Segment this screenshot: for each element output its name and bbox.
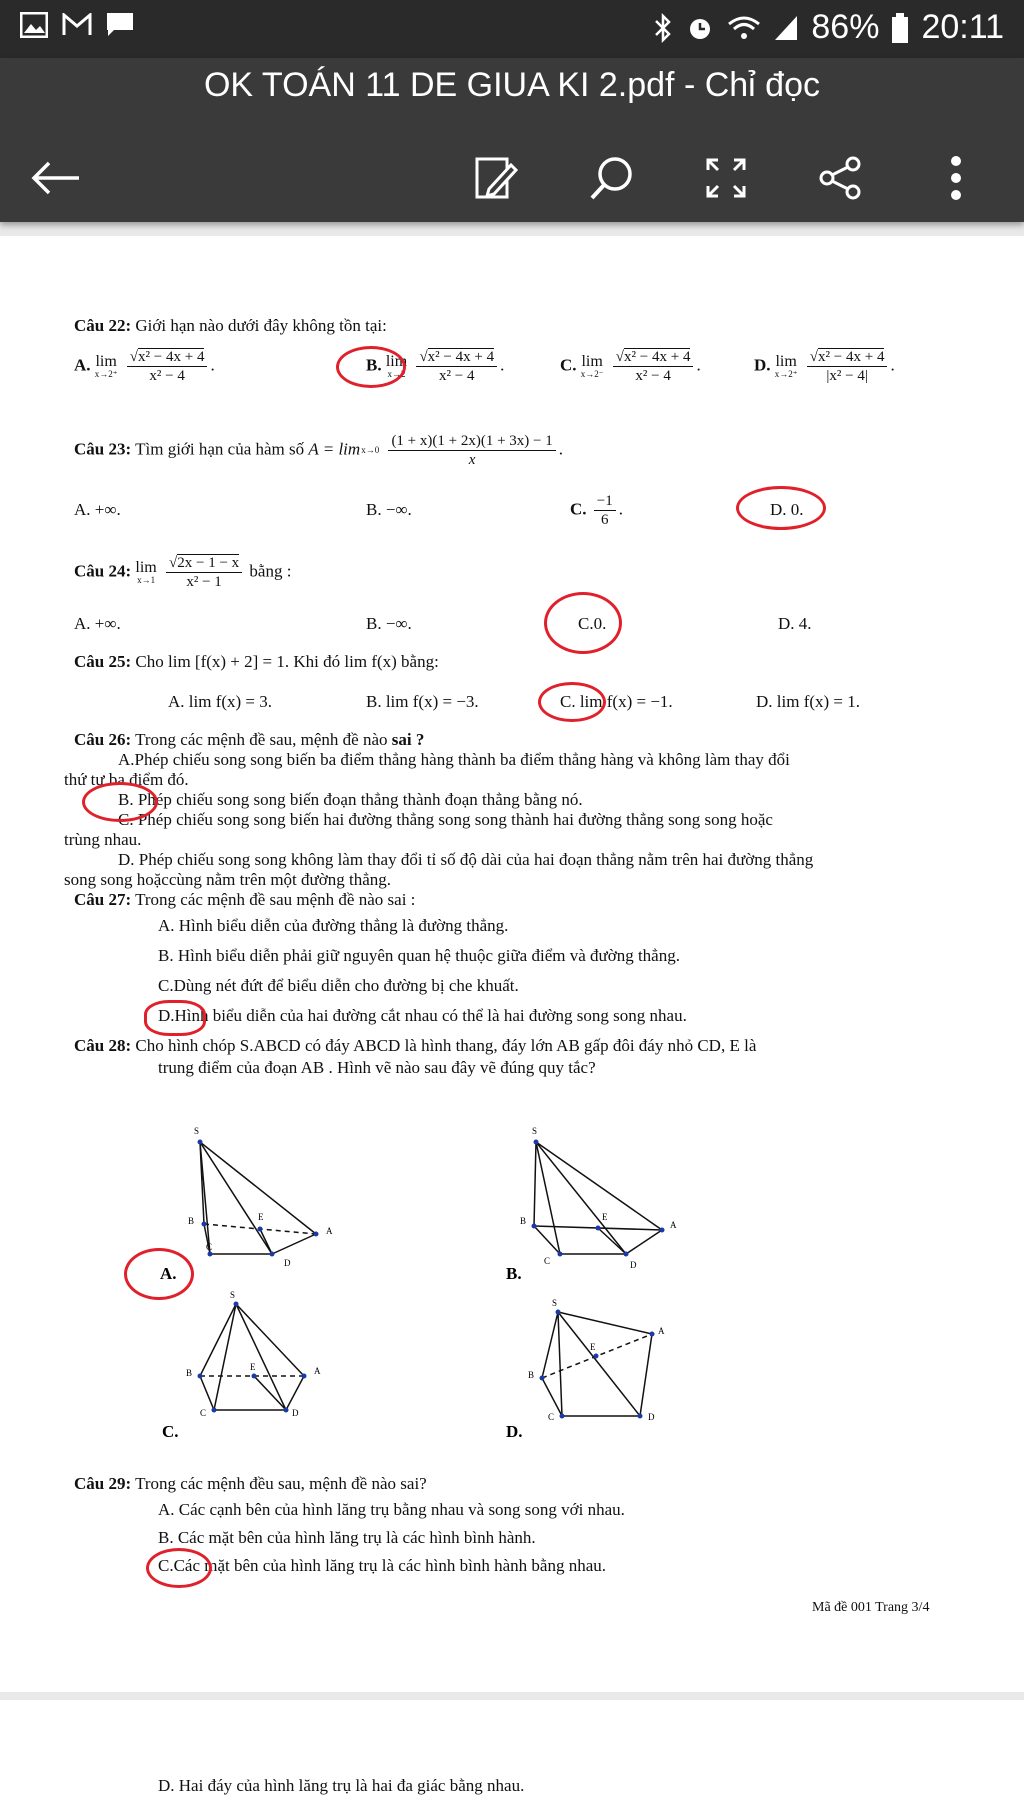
pyramid-figure-d (528, 1298, 678, 1438)
label-e: E (590, 1342, 596, 1352)
answer-mark-q22 (336, 346, 406, 388)
search-button[interactable] (580, 146, 644, 210)
more-options-button[interactable] (924, 146, 988, 210)
q26-option-a-line2: thứ tự ba điểm đó. (64, 770, 189, 789)
answer-mark-q24 (544, 592, 622, 654)
wifi-icon (727, 14, 761, 42)
q29-option-b: B. Các mặt bên của hình lăng trụ là các hình bình hành. (158, 1528, 536, 1547)
q24-stem: Câu 24: lim x→1 $\frac{√2x - 1 - x}{\text{x² − 1}}$ bằng : (74, 555, 292, 590)
label-e: E (250, 1362, 256, 1372)
label-d: D (630, 1260, 637, 1270)
q24-option-a: A. +∞. (74, 614, 121, 633)
share-icon (817, 155, 863, 201)
back-arrow-icon (31, 160, 81, 196)
label-b: B (186, 1368, 193, 1378)
q26-stem: Câu 26: Trong các mệnh đề sau, mệnh đề nào sai ? (74, 730, 425, 749)
pyramid-figure-c (186, 1290, 336, 1430)
battery-icon (891, 13, 909, 43)
share-button[interactable] (808, 146, 872, 210)
label-s: S (552, 1298, 558, 1308)
q26-option-d-line2: song song hoặccùng nằm trên một đường thẳng. (64, 870, 391, 889)
label-b: B (188, 1216, 195, 1226)
label-s: S (532, 1126, 538, 1136)
q23-option-b: B. −∞. (366, 500, 412, 519)
q28-option-b: B. (506, 1264, 522, 1283)
q22-option-a: A. lim x→2⁺ $\frac{\text{√x² − 4x + 4}}{\text{x² − 4}}$ . (74, 349, 215, 384)
q22-option-d: D. lim x→2⁺ $\frac{\text{√x² − 4x + 4}}{\text{|x² − 4|}}$ . (754, 349, 895, 384)
q24-option-d: D. 4. (778, 614, 812, 633)
q26-option-c-line2: trùng nhau. (64, 830, 142, 849)
fullscreen-icon (704, 156, 748, 200)
label-a: A (326, 1226, 333, 1236)
label-b: B (520, 1216, 527, 1226)
mail-icon (62, 13, 92, 37)
answer-mark-q27 (144, 1000, 206, 1036)
answer-mark-q26 (82, 782, 158, 822)
q26-option-b: B. Phép chiếu song song biến đoạn thẳng thành đoạn thẳng bằng nó. (118, 790, 583, 809)
q27-option-b: B. Hình biểu diễn phải giữ nguyên quan hệ thuộc giữa điểm và đường thẳng. (158, 946, 680, 965)
label-s: S (230, 1290, 236, 1300)
fullscreen-button[interactable] (694, 146, 758, 210)
q22-stem: Câu 22: Giới hạn nào dưới đây không tồn tại: (74, 316, 387, 335)
more-vert-icon (949, 155, 963, 201)
clock: 20:11 (921, 8, 1004, 46)
label-b: B (528, 1370, 535, 1380)
label-e: E (258, 1212, 264, 1222)
answer-mark-q25 (538, 682, 606, 722)
q29-option-a: A. Các cạnh bên của hình lăng trụ bằng nhau và song song với nhau. (158, 1500, 625, 1519)
q22-option-c: C. lim x→2⁻ $\frac{\text{√x² − 4x + 4}}{\text{x² − 4}}$ . (560, 349, 701, 384)
pdf-page-next[interactable] (0, 1700, 1024, 1802)
message-icon (106, 12, 134, 38)
label-c: C (544, 1256, 551, 1266)
q27-option-d: D.Hình biểu diễn của hai đường cắt nhau có thể là hai đường song song nhau. (158, 1006, 687, 1025)
q23-option-d: D. 0. (770, 500, 804, 519)
q28-option-a: A. (160, 1264, 177, 1283)
q29-option-d: D. Hai đáy của hình lăng trụ là hai đa giác bằng nhau. (158, 1776, 525, 1795)
bluetooth-icon (653, 13, 673, 43)
page-footer: Mã đề 001 Trang 3/4 (812, 1600, 930, 1615)
q25-option-b: B. lim f(x) = −3. (366, 692, 479, 711)
signal-icon (773, 14, 799, 42)
gallery-icon (20, 12, 48, 38)
q23-option-a: A. +∞. (74, 500, 121, 519)
search-icon (589, 155, 635, 201)
q25-option-c: C. lim f(x) = −1. (560, 692, 673, 711)
label-d: D (648, 1412, 655, 1422)
label-a: A (314, 1366, 321, 1376)
q23-option-c: C. $\frac{-1}{6}$ . (570, 493, 623, 528)
battery-percent: 86% (811, 8, 880, 46)
label-s: S (194, 1126, 200, 1136)
label-c: C (200, 1408, 207, 1418)
label-e: E (602, 1212, 608, 1222)
q26-option-d-line1: D. Phép chiếu song song không làm thay đổi tỉ số độ dài của hai đoạn thẳng nằm trên hai đường thẳng (118, 850, 814, 869)
label-d: D (284, 1258, 291, 1268)
q29-stem: Câu 29: Trong các mệnh đều sau, mệnh đề nào sai? (74, 1474, 427, 1493)
label-d: D (292, 1408, 299, 1418)
q27-stem: Câu 27: Trong các mệnh đề sau mệnh đề nào sai : (74, 890, 416, 909)
q27-option-c: C.Dùng nét đứt để biểu diễn cho đường bị che khuất. (158, 976, 519, 995)
q25-option-d: D. lim f(x) = 1. (756, 692, 861, 711)
q26-option-a-line1: A.Phép chiếu song song biến ba điểm thẳng hàng thành ba điểm thẳng hàng và không làm thay đổi (118, 750, 790, 769)
q22-option-b: B. lim x→2 $\frac{\text{√x² − 4x + 4}}{\text{x² − 4}}$ . (366, 349, 505, 384)
document-title: OK TOÁN 11 DE GIUA KI 2.pdf - Chỉ đọc (203, 66, 821, 104)
q24-option-c: C.0. (578, 614, 607, 633)
q23-stem: Câu 23: Tìm giới hạn của hàm số A = lim x→0 $\frac{(1 + x)(1 + 2x)(1 + 3x) - 1}{x}$ . (74, 433, 563, 468)
edit-button[interactable] (464, 146, 528, 210)
label-a: A (670, 1220, 677, 1230)
label-c: C (548, 1412, 555, 1422)
status-bar (0, 0, 1024, 58)
q27-option-a: A. Hình biểu diễn của đường thẳng là đường thẳng. (158, 916, 509, 935)
q28-stem-line2: trung điểm của đoạn AB . Hình vẽ nào sau đây vẽ đúng quy tắc? (158, 1058, 596, 1077)
q29-option-c: C.Các mặt bên của hình lăng trụ là các hình bình hành bằng nhau. (158, 1556, 607, 1575)
pyramid-figure-b (520, 1126, 690, 1276)
label-c: C (206, 1242, 213, 1252)
q28-stem-line1: Câu 28: Cho hình chóp S.ABCD có đáy ABCD là hình thang, đáy lớn AB gấp đôi đáy nhỏ CD, E là (74, 1036, 757, 1055)
q24-option-b: B. −∞. (366, 614, 412, 633)
app-bar (0, 58, 1024, 222)
label-a: A (658, 1326, 665, 1336)
q25-option-a: A. lim f(x) = 3. (168, 692, 273, 711)
q28-option-d: D. (506, 1422, 523, 1441)
q26-option-c-line1: C. Phép chiếu song song biến hai đường thẳng song song thành hai đường thẳng song song hoặc (118, 810, 773, 829)
alarm-icon (685, 13, 715, 43)
answer-mark-q28 (124, 1248, 194, 1300)
q25-stem: Câu 25: Cho lim [f(x) + 2] = 1. Khi đó lim f(x) bằng: (74, 652, 439, 671)
back-button[interactable] (24, 146, 88, 210)
q28-option-c: C. (162, 1422, 179, 1441)
pdf-page[interactable] (0, 236, 1024, 1692)
edit-icon (473, 155, 519, 201)
pyramid-figure-a (180, 1126, 350, 1276)
answer-mark-q29 (146, 1548, 212, 1588)
answer-mark-q23 (736, 486, 826, 530)
